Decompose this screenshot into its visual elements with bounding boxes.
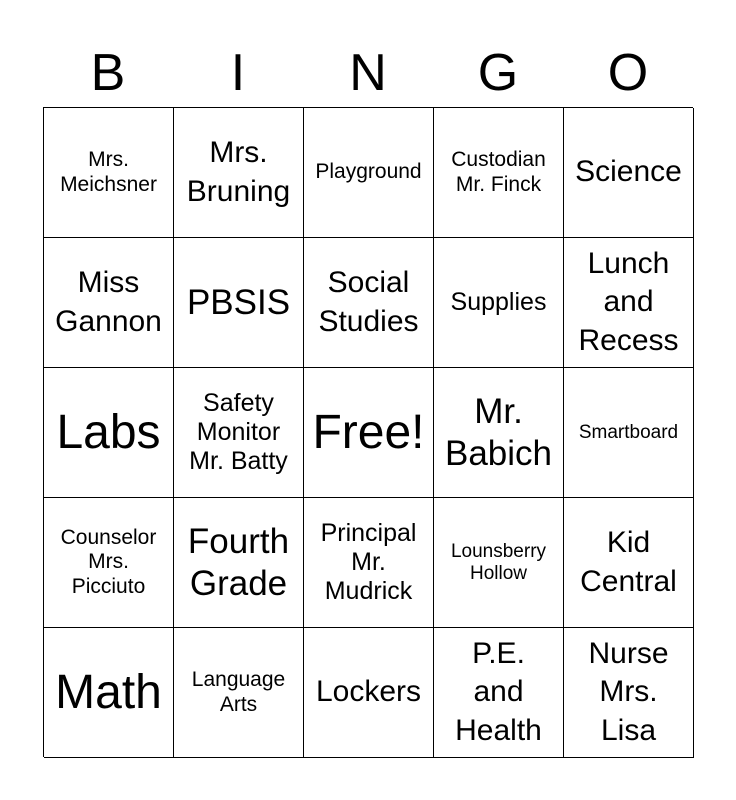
bingo-cell-r1-c3[interactable]: Supplies — [434, 238, 564, 368]
bingo-cell-r0-c1[interactable]: Mrs. Bruning — [174, 108, 304, 238]
bingo-board — [43, 107, 693, 757]
header-letter-g: G — [477, 44, 519, 102]
bingo-cell-r2-c4[interactable]: Smartboard — [564, 368, 694, 498]
bingo-cell-r1-c0[interactable]: Miss Gannon — [44, 238, 174, 368]
header-letter-i: I — [230, 44, 246, 102]
bingo-cell-r2-c0[interactable]: Labs — [44, 368, 174, 498]
bingo-cell-r3-c2[interactable]: Principal Mr. Mudrick — [304, 498, 434, 628]
bingo-cell-r3-c1[interactable]: Fourth Grade — [174, 498, 304, 628]
bingo-cell-r1-c2[interactable]: Social Studies — [304, 238, 434, 368]
bingo-header — [43, 38, 693, 108]
bingo-cell-r2-c2[interactable]: Free! — [304, 368, 434, 498]
bingo-cell-r3-c3[interactable]: Lounsberry Hollow — [434, 498, 564, 628]
header-letter-b: B — [90, 44, 126, 102]
bingo-cell-r4-c1[interactable]: Language Arts — [174, 628, 304, 758]
bingo-cell-r4-c3[interactable]: P.E. and Health — [434, 628, 564, 758]
bingo-cell-r2-c1[interactable]: Safety Monitor Mr. Batty — [174, 368, 304, 498]
bingo-cell-r1-c1[interactable]: PBSIS — [174, 238, 304, 368]
bingo-cell-r4-c0[interactable]: Math — [44, 628, 174, 758]
bingo-cell-r4-c2[interactable]: Lockers — [304, 628, 434, 758]
bingo-cell-r0-c4[interactable]: Science — [564, 108, 694, 238]
bingo-cell-r0-c2[interactable]: Playground — [304, 108, 434, 238]
bingo-cell-r2-c3[interactable]: Mr. Babich — [434, 368, 564, 498]
bingo-cell-r0-c0[interactable]: Mrs. Meichsner — [44, 108, 174, 238]
header-letter-o: O — [607, 44, 649, 102]
bingo-cell-r0-c3[interactable]: Custodian Mr. Finck — [434, 108, 564, 238]
bingo-cell-r3-c0[interactable]: Counselor Mrs. Picciuto — [44, 498, 174, 628]
bingo-cell-r4-c4[interactable]: Nurse Mrs. Lisa — [564, 628, 694, 758]
header-letter-n: N — [349, 44, 387, 102]
bingo-cell-r1-c4[interactable]: Lunch and Recess — [564, 238, 694, 368]
bingo-cell-r3-c4[interactable]: Kid Central — [564, 498, 694, 628]
